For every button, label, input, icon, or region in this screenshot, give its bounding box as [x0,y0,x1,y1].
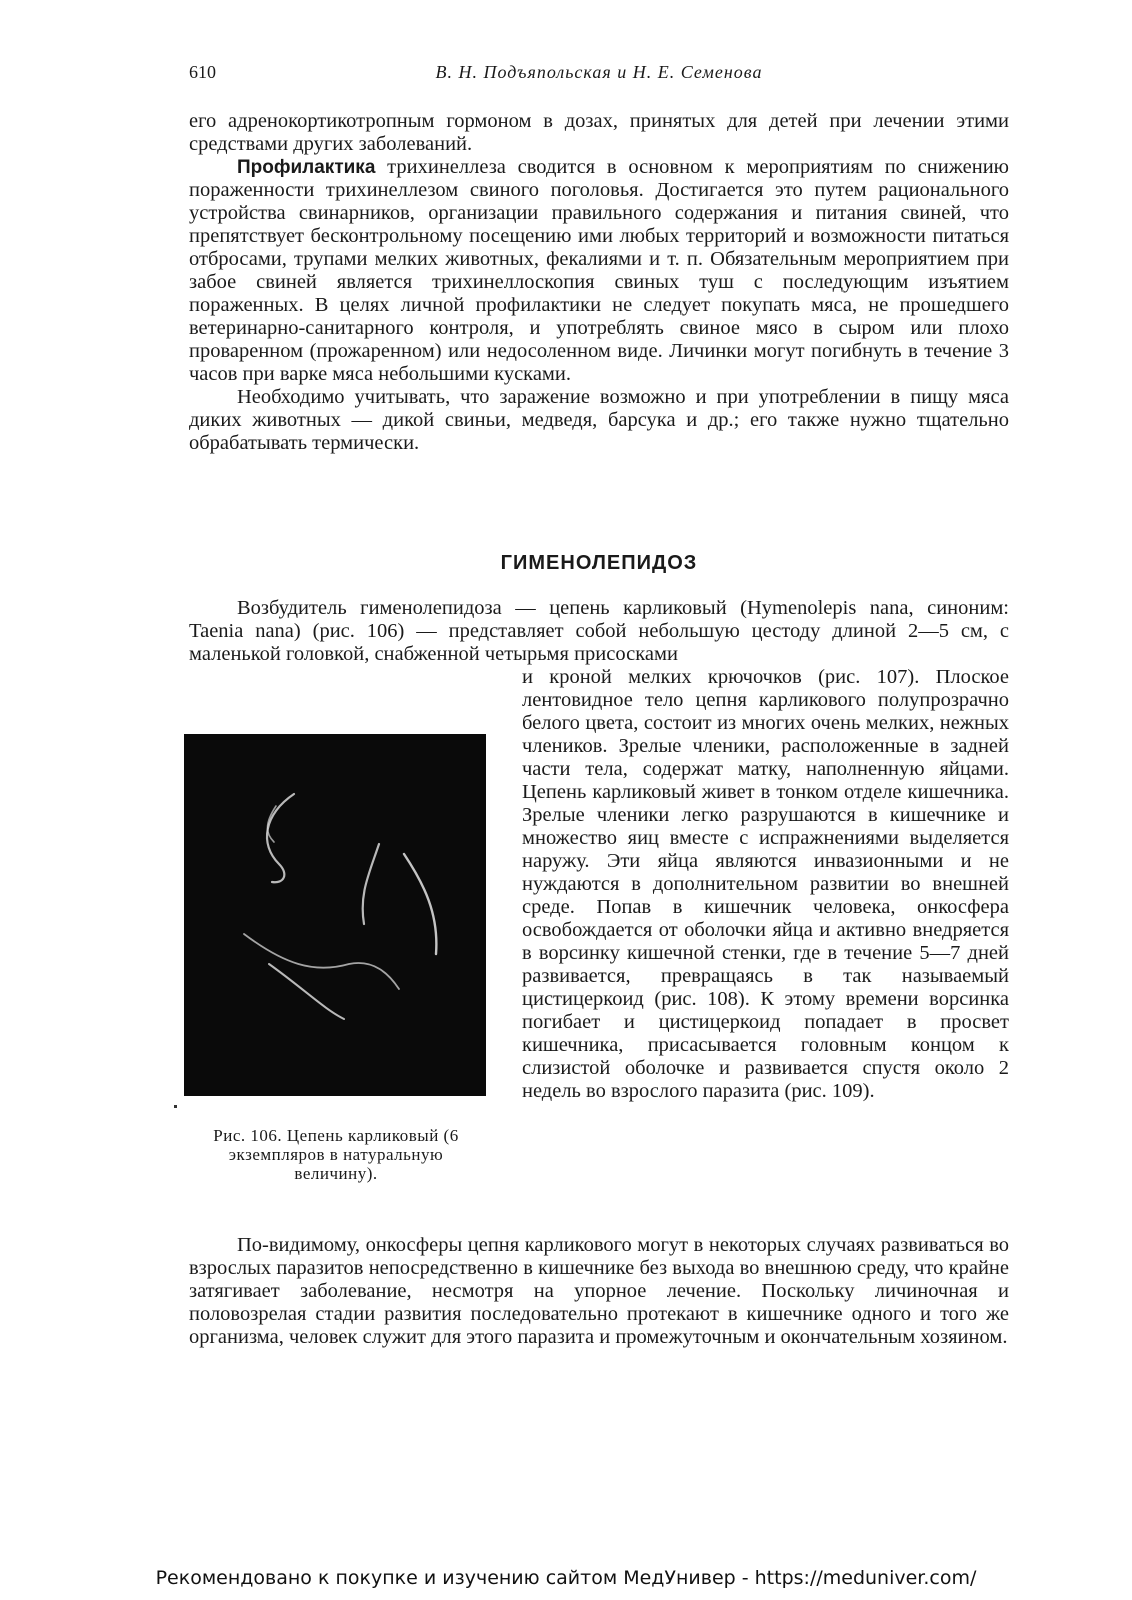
section-heading: ГИМЕНОЛЕПИДОЗ [500,552,698,574]
top-text-block [189,110,1009,455]
print-speck [174,1105,177,1108]
figure-106-photo [184,734,486,1096]
running-head [189,62,1009,86]
footer-watermark: Рекомендовано к покупке и изучению сайтом МедУнивер - https://meduniver.com/ [155,1567,977,1589]
paragraph-column: и кроной мелких крючочков (рис. 107). Плоское лентовидное тело цепня карликового полупрозрачно белого цвета, состоит из многих очень мелких, нежных члеников. Зрелые членики, расположенные в задней части тела, содержат матку, наполненную яйцами. Цепень карликовый живет в тонком отделе кишечника. Зрелые членики легко разрушаются в кишечнике и множество яиц вместе с испражнениями выделяется наружу. Эти яйца являются инвазионными и не нуждаются в дополнительном развитии во внешней среде. Попав в кишечник человека, онкосфера освобождается от оболочки яйца и активно внедряется в ворсинку кишечной стенки, где в течение 5—7 дней развивается, превращаясь в так называемый цистицеркоид (рис. 108). К этому времени ворсинка погибает и цистицеркоид попадает в просвет кишечника, присасывается головным концом к слизистой оболочке и развивается спустя около 2 недель во взрослого паразита (рис. 109). [522,666,1009,1102]
paragraph-prophylaxis [189,156,1009,386]
running-title: В. Н. Подъяпольская и Н. Е. Семенова [435,62,763,82]
section-intro-block [189,597,1009,666]
bottom-text-block [189,1234,1009,1349]
paragraph-continued: его адренокортикотропным гормоном в дозах, принятых для детей при лечении этими средствами других заболеваний. [189,110,1009,155]
paragraph-intro: Возбудитель гименолепидоза — цепень карликовый (Hymenolepis nana, синоним: Taenia nana) (рис. 106) — представляет собой небольшую цестоду длиной 2—5 см, с маленькой головкой, снабженной четырьмя присосками [189,597,1009,665]
paragraph-closing: По-видимому, онкосферы цепня карликового могут в некоторых случаях развиваться во взрослых паразитов непосредственно в кишечнике без выхода во внешнюю среду, что крайне затягивает заболевание, несмотря на упорное лечение. Поскольку личиночная и половозрелая стадии развития последовательно протекают в кишечнике одного и того же организма, человек служит для этого паразита и промежуточным и окончательным хозяином. [189,1234,1009,1348]
worm-3 [363,844,379,924]
worm-strokes [244,794,436,1019]
worm-5 [244,934,399,989]
paragraph-wild-animals: Необходимо учитывать, что заражение возможно и при употреблении в пищу мяса диких животных — дикой свиньи, медведя, барсука и др.; его также нужно тщательно обрабатывать термически. [189,386,1009,454]
prophylaxis-lead: Профилактика [237,157,376,178]
worms-illustration [184,734,486,1096]
page-number: 610 [189,62,216,82]
figure-caption: Рис. 106. Цепень карликовый (6 экземпляров в натуральную величину). [213,1126,459,1183]
worm-4 [404,854,436,954]
worm-6 [269,964,344,1019]
right-column-text [522,666,1009,1103]
prophylaxis-text: трихинеллеза сводится в основном к мероприятиям по снижению пораженности трихинеллезом свиного поголовья. Достигается это путем рационального устройства свинарников, организации правильного содержания и питания свиней, что препятствует бесконтрольному посещению ими любых территорий и возможности питаться отбросами, трупами мелких животных, фекалиями и т. п. Обязательным мероприятием при забое свиней является трихинеллоскопия свиных туш с последующим изъятием пораженных. В целях личной профилактики не следует покупать мяса, не прошедшего ветеринарно-санитарного контроля, и употреблять свиное мясо в сыром или плохо проваренном (прожаренном) или недосоленном виде. Личинки могут погибнуть в течение 3 часов при варке мяса небольшими кусками. [189,156,1009,385]
